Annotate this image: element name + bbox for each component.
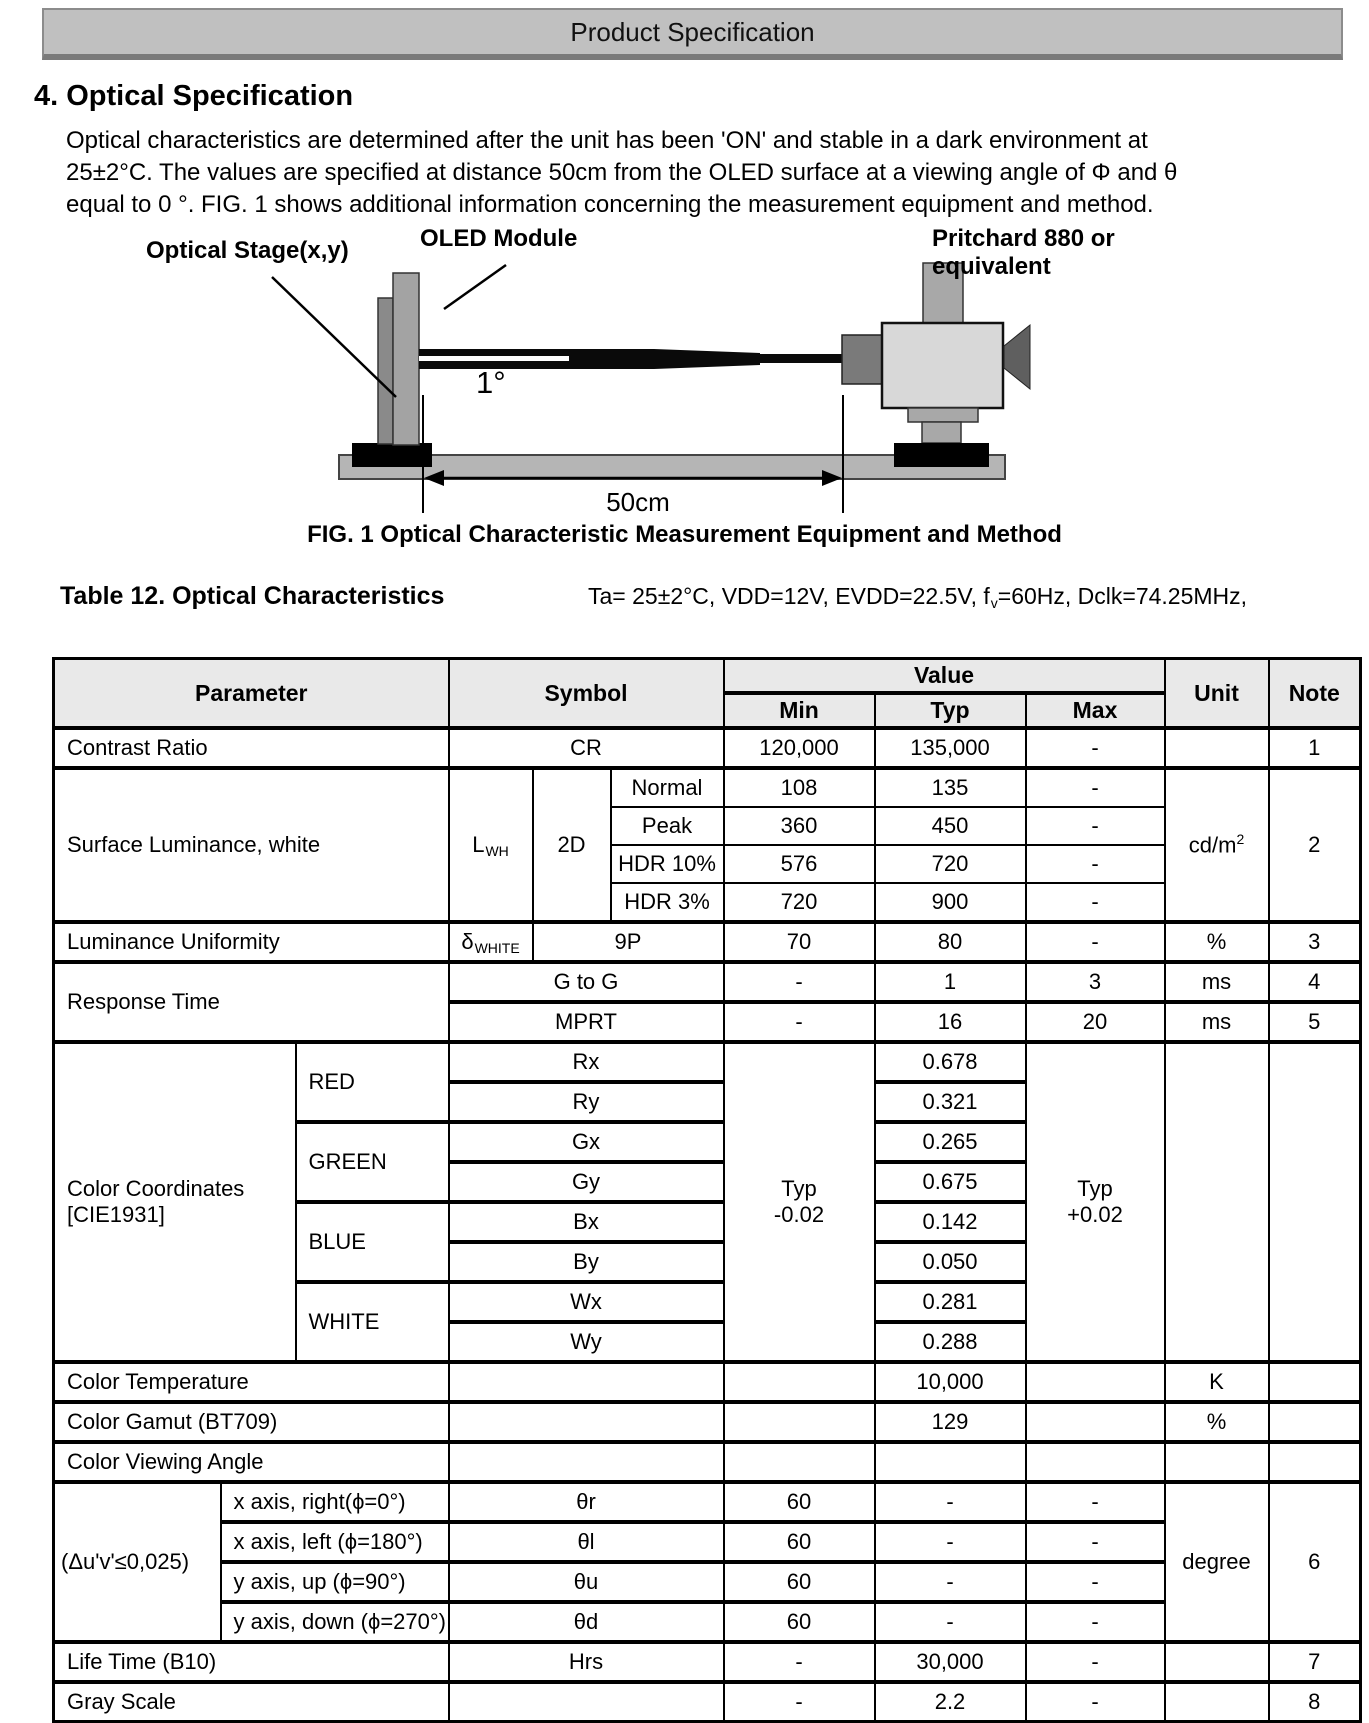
tolerance-value: -0.02 xyxy=(773,1202,825,1227)
row-color-viewing-angle xyxy=(54,1442,1361,1482)
cell-symbol: G to G xyxy=(449,962,724,1002)
table-title-row xyxy=(60,582,1369,611)
cell-param: Life Time (B10) xyxy=(54,1642,449,1682)
header-note: Note xyxy=(1269,659,1361,729)
section-heading: 4. Optical Specification xyxy=(34,80,354,112)
cell-min: - xyxy=(724,1642,875,1682)
cell-symbol-9p: 9P xyxy=(533,922,724,962)
document-title: Product Specification xyxy=(570,16,815,47)
cell-typ: 720 xyxy=(875,845,1026,883)
cell-min: 108 xyxy=(724,768,875,807)
cell-typ: 0.142 xyxy=(875,1202,1026,1242)
cell-typ: 2.2 xyxy=(875,1682,1026,1722)
cell-unit: ms xyxy=(1165,962,1269,1002)
tolerance-value: +0.02 xyxy=(1067,1202,1123,1227)
cell-symbol xyxy=(449,1362,724,1402)
cell-param: Contrast Ratio xyxy=(54,728,449,768)
cell-note xyxy=(1269,1442,1361,1482)
paragraph-line: 25±2°C. The values are specified at distance 50cm from the OLED surface at a viewing angle of Φ and θ xyxy=(66,159,1178,186)
cell-max: - xyxy=(1026,768,1165,807)
figure-caption: FIG. 1 Optical Characteristic Measurement Equipment and Method xyxy=(307,521,1062,548)
cell-symbol: θu xyxy=(449,1562,724,1602)
cell-symbol: Wx xyxy=(449,1282,724,1322)
cell-typ: 30,000 xyxy=(875,1642,1026,1682)
symbol-subscript: WH xyxy=(485,842,509,859)
cell-symbol-2d: 2D xyxy=(533,768,611,922)
cell-min: 60 xyxy=(724,1602,875,1642)
cell-symbol: By xyxy=(449,1242,724,1282)
cell-max-tolerance xyxy=(1026,1042,1165,1362)
cell-unit xyxy=(1165,1682,1269,1722)
cell-typ: 135 xyxy=(875,768,1026,807)
cell-typ: 80 xyxy=(875,922,1026,962)
row-color-gamut xyxy=(54,1402,1361,1442)
cell-unit: K xyxy=(1165,1362,1269,1402)
cell-symbol: Bx xyxy=(449,1202,724,1242)
cell-note: 1 xyxy=(1269,728,1361,768)
cell-unit: % xyxy=(1165,1402,1269,1442)
paragraph-line: Optical characteristics are determined after the unit has been 'ON' and stable in a dark environment at xyxy=(66,127,1148,154)
cell-typ: - xyxy=(875,1602,1026,1642)
cell-note: 2 xyxy=(1269,768,1361,922)
camera-base-block xyxy=(894,443,989,467)
distance-label: 50cm xyxy=(606,487,670,517)
cell-color-green: GREEN xyxy=(296,1122,449,1202)
unit-main: cd/m xyxy=(1188,832,1237,858)
tolerance-label: Typ xyxy=(1077,1176,1113,1201)
angle-label: 1° xyxy=(476,365,506,400)
cell-max: - xyxy=(1026,728,1165,768)
cell-typ: 1 xyxy=(875,962,1026,1002)
cell-typ xyxy=(875,1442,1026,1482)
pritchard-label: Pritchard 880 or equivalent xyxy=(932,225,1115,280)
document-title-bar xyxy=(42,8,1343,60)
cell-note: 8 xyxy=(1269,1682,1361,1722)
optical-stage-post xyxy=(378,298,393,444)
oled-module-pointer-line xyxy=(444,265,506,309)
cell-typ: - xyxy=(875,1522,1026,1562)
paragraph-line: equal to 0 °. FIG. 1 shows additional information concerning the measurement equipment and method. xyxy=(66,191,1154,218)
cell-unit xyxy=(1165,768,1269,922)
intro-paragraph xyxy=(66,125,1309,221)
camera-mount-post xyxy=(922,422,961,443)
row-angle-y-up xyxy=(54,1562,1361,1602)
cell-max: - xyxy=(1026,1602,1165,1642)
cell-symbol xyxy=(449,1682,724,1722)
cell-mode: HDR 3% xyxy=(611,883,724,922)
cell-typ: 10,000 xyxy=(875,1362,1026,1402)
cie-param-line1: Color Coordinates xyxy=(67,1176,245,1201)
cell-symbol xyxy=(449,1442,724,1482)
cell-color-red: RED xyxy=(296,1042,449,1122)
cell-max: - xyxy=(1026,845,1165,883)
cell-max: - xyxy=(1026,883,1165,922)
cie-param-line2: [CIE1931] xyxy=(67,1202,165,1227)
optical-axis-wedge xyxy=(654,349,760,369)
cell-max xyxy=(1026,1402,1165,1442)
cell-param: Response Time xyxy=(54,962,449,1042)
cell-max xyxy=(1026,1442,1165,1482)
camera-lens-mount xyxy=(842,335,882,384)
row-cie-rx xyxy=(54,1042,1361,1082)
figure-1-measurement-setup xyxy=(0,225,1369,570)
cell-typ: 900 xyxy=(875,883,1026,922)
optical-characteristics-table xyxy=(52,657,1362,1723)
row-response-gtog xyxy=(54,962,1361,1002)
cell-symbol: Rx xyxy=(449,1042,724,1082)
cell-min: 720 xyxy=(724,883,875,922)
cell-min: 360 xyxy=(724,807,875,845)
cell-typ: 129 xyxy=(875,1402,1026,1442)
cell-max: - xyxy=(1026,807,1165,845)
camera-body xyxy=(882,323,1003,408)
cell-color-blue: BLUE xyxy=(296,1202,449,1282)
header-parameter: Parameter xyxy=(54,659,449,729)
cell-note: 7 xyxy=(1269,1642,1361,1682)
row-angle-x-right xyxy=(54,1482,1361,1522)
header-min: Min xyxy=(724,693,875,728)
cell-min: - xyxy=(724,962,875,1002)
table-title: Table 12. Optical Characteristics xyxy=(60,582,445,610)
tolerance-label: Typ xyxy=(781,1176,817,1201)
cell-param: Luminance Uniformity xyxy=(54,922,449,962)
cell-note xyxy=(1269,1362,1361,1402)
unit-superscript: 2 xyxy=(1236,831,1245,848)
cell-typ: 0.321 xyxy=(875,1082,1026,1122)
cell-symbol: θd xyxy=(449,1602,724,1642)
cell-min xyxy=(724,1442,875,1482)
conditions-subscript: v xyxy=(990,595,998,611)
camera-mount-plate xyxy=(908,408,978,422)
cell-symbol: Hrs xyxy=(449,1642,724,1682)
header-typ: Typ xyxy=(875,693,1026,728)
row-luminance-normal xyxy=(54,768,1361,807)
cell-max: - xyxy=(1026,1642,1165,1682)
camera-eyepiece xyxy=(1004,325,1030,389)
optical-axis-rod xyxy=(756,354,844,363)
symbol-main: L xyxy=(472,831,485,857)
cell-symbol: θl xyxy=(449,1522,724,1562)
cell-axis: y axis, down (ϕ=270°) xyxy=(221,1602,449,1642)
row-luminance-uniformity xyxy=(54,922,1361,962)
cell-max: 20 xyxy=(1026,1002,1165,1042)
cell-color-white: WHITE xyxy=(296,1282,449,1362)
cell-min: - xyxy=(724,1002,875,1042)
cell-param-duv: (Δu'v'≤0,025) xyxy=(54,1482,221,1642)
cell-min: 60 xyxy=(724,1522,875,1562)
cell-max: - xyxy=(1026,1522,1165,1562)
conditions-part2: =60Hz, Dclk=74.25MHz, xyxy=(997,583,1248,609)
optical-axis-stripe xyxy=(419,356,569,361)
cell-note: 6 xyxy=(1269,1482,1361,1642)
cell-min-tolerance xyxy=(724,1042,875,1362)
cell-note xyxy=(1269,1402,1361,1442)
cell-symbol-lwh xyxy=(449,768,533,922)
conditions-part1: Ta= 25±2°C, VDD=12V, EVDD=22.5V, f xyxy=(588,583,990,609)
table-conditions xyxy=(588,583,1247,611)
cell-axis: x axis, left (ϕ=180°) xyxy=(221,1522,449,1562)
cell-unit: % xyxy=(1165,922,1269,962)
row-angle-x-left xyxy=(54,1522,1361,1562)
cell-symbol: Ry xyxy=(449,1082,724,1122)
cell-typ: 16 xyxy=(875,1002,1026,1042)
cell-typ: 0.288 xyxy=(875,1322,1026,1362)
cell-note: 3 xyxy=(1269,922,1361,962)
symbol-main: δ xyxy=(461,928,474,954)
cell-max: - xyxy=(1026,1482,1165,1522)
cell-symbol: Gx xyxy=(449,1122,724,1162)
cell-max: 3 xyxy=(1026,962,1165,1002)
cell-min xyxy=(724,1402,875,1442)
measurement-diagram xyxy=(0,225,1369,570)
cell-unit xyxy=(1165,728,1269,768)
cell-symbol: Wy xyxy=(449,1322,724,1362)
row-gray-scale xyxy=(54,1682,1361,1722)
cell-unit xyxy=(1165,1042,1269,1362)
header-value: Value xyxy=(724,659,1165,694)
cell-symbol: CR xyxy=(449,728,724,768)
cell-min: 60 xyxy=(724,1482,875,1522)
cell-mode: Peak xyxy=(611,807,724,845)
cell-note xyxy=(1269,1042,1361,1362)
cell-typ: 0.675 xyxy=(875,1162,1026,1202)
row-angle-y-down xyxy=(54,1602,1361,1642)
cell-max: - xyxy=(1026,1682,1165,1722)
cell-mode: HDR 10% xyxy=(611,845,724,883)
cell-symbol: Gy xyxy=(449,1162,724,1202)
cell-symbol: MPRT xyxy=(449,1002,724,1042)
cell-min: 576 xyxy=(724,845,875,883)
cell-unit xyxy=(1165,1442,1269,1482)
cell-min: 70 xyxy=(724,922,875,962)
cell-typ: 450 xyxy=(875,807,1026,845)
header-unit: Unit xyxy=(1165,659,1269,729)
cell-max: - xyxy=(1026,1562,1165,1602)
cell-unit xyxy=(1165,1642,1269,1682)
cell-max: - xyxy=(1026,922,1165,962)
stage-base-block xyxy=(352,443,432,467)
cell-max xyxy=(1026,1362,1165,1402)
symbol-subscript: WHITE xyxy=(474,939,520,956)
row-life-time xyxy=(54,1642,1361,1682)
cell-typ: 0.050 xyxy=(875,1242,1026,1282)
cell-typ: - xyxy=(875,1562,1026,1602)
cell-symbol: θr xyxy=(449,1482,724,1522)
oled-module-panel xyxy=(393,273,419,445)
cell-unit: degree xyxy=(1165,1482,1269,1642)
cell-note: 5 xyxy=(1269,1002,1361,1042)
row-color-temperature xyxy=(54,1362,1361,1402)
cell-typ: - xyxy=(875,1482,1026,1522)
row-contrast-ratio xyxy=(54,728,1361,768)
cell-param: Color Gamut (BT709) xyxy=(54,1402,449,1442)
cell-note: 4 xyxy=(1269,962,1361,1002)
cell-symbol xyxy=(449,1402,724,1442)
cell-unit: ms xyxy=(1165,1002,1269,1042)
cell-param-cie xyxy=(54,1042,296,1362)
cell-typ: 135,000 xyxy=(875,728,1026,768)
cell-symbol-delta xyxy=(449,922,533,962)
cell-typ: 0.281 xyxy=(875,1282,1026,1322)
cell-param: Color Viewing Angle xyxy=(54,1442,449,1482)
table-header-row xyxy=(54,659,1361,694)
cell-typ: 0.265 xyxy=(875,1122,1026,1162)
cell-typ: 0.678 xyxy=(875,1042,1026,1082)
cell-min: 120,000 xyxy=(724,728,875,768)
cell-param: Color Temperature xyxy=(54,1362,449,1402)
cell-min xyxy=(724,1362,875,1402)
header-max: Max xyxy=(1026,693,1165,728)
cell-min: - xyxy=(724,1682,875,1722)
oled-module-label: OLED Module xyxy=(420,225,578,252)
optical-stage-label: Optical Stage(x,y) xyxy=(146,237,349,264)
cell-param: Gray Scale xyxy=(54,1682,449,1722)
cell-mode: Normal xyxy=(611,768,724,807)
cell-min: 60 xyxy=(724,1562,875,1602)
cell-axis: x axis, right(ϕ=0°) xyxy=(221,1482,449,1522)
cell-param: Surface Luminance, white xyxy=(54,768,449,922)
header-symbol: Symbol xyxy=(449,659,724,729)
cell-axis: y axis, up (ϕ=90°) xyxy=(221,1562,449,1602)
